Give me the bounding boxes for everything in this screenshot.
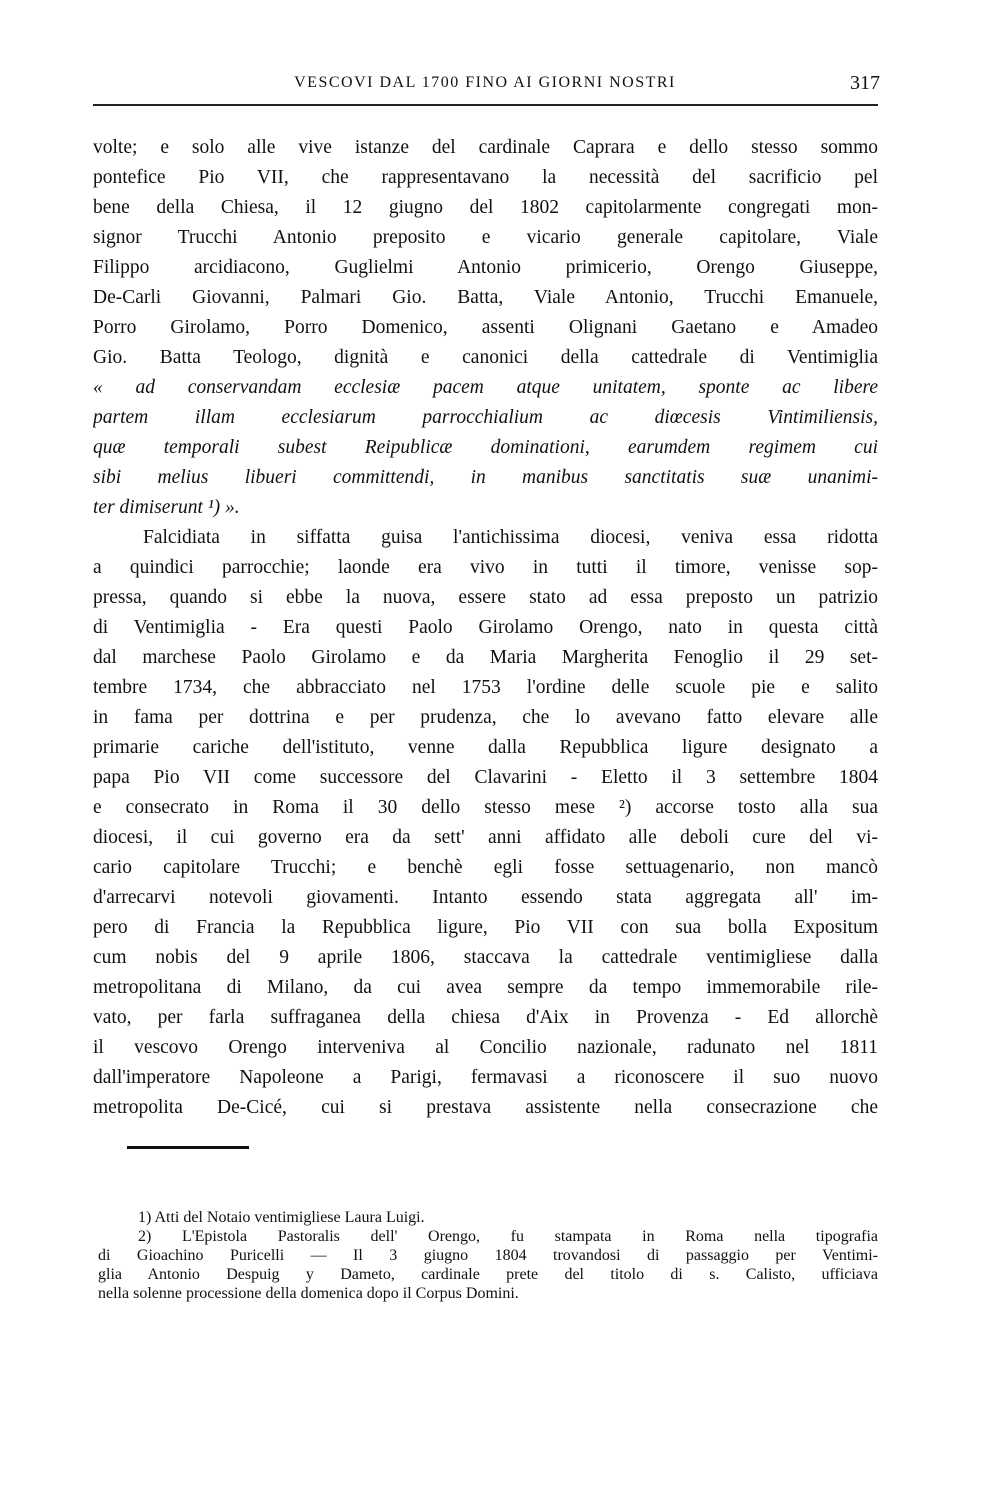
latin-quote-line: « ad conservandam ecclesiæ pacem atque unitatem, sponte ac libere	[93, 377, 878, 398]
text-line: tembre 1734, che abbracciato nel 1753 l'ordine delle scuole pie e salito	[93, 677, 878, 698]
footnote-separator	[127, 1146, 249, 1149]
main-text	[93, 133, 878, 1123]
text-line: di Ventimiglia - Era questi Paolo Girolamo Orengo, nato in questa città	[93, 617, 878, 638]
footnote-1: 1) Atti del Notaio ventimigliese Laura Luigi.	[138, 1209, 425, 1226]
text-line: pontefice Pio VII, che rappresentavano la necessità del sacrificio pel	[93, 167, 878, 188]
footnote-2-line: nella solenne processione della domenica dopo il Corpus Domini.	[98, 1285, 519, 1302]
latin-quote-line: sibi melius libueri committendi, in manibus sanctitatis suæ unanimi-	[93, 467, 878, 488]
text-line: vato, per farla suffraganea della chiesa d'Aix in Provenza - Ed allorchè	[93, 1007, 878, 1028]
text-line: d'arrecarvi notevoli giovamenti. Intanto essendo stata aggregata all' im-	[93, 887, 878, 908]
text-line: primarie cariche dell'istituto, venne dalla Repubblica ligure designato a	[93, 737, 878, 758]
text-line: De-Carli Giovanni, Palmari Gio. Batta, Viale Antonio, Trucchi Emanuele,	[93, 287, 878, 308]
text-line: cum nobis del 9 aprile 1806, staccava la cattedrale ventimigliese dalla	[93, 947, 878, 968]
text-line: dall'imperatore Napoleone a Parigi, fermavasi a riconoscere il suo nuovo	[93, 1067, 878, 1088]
header-rule	[93, 104, 878, 106]
latin-quote-line: partem illam ecclesiarum parrocchialium ac diœcesis Vintimiliensis,	[93, 407, 878, 428]
text-line: Porro Girolamo, Porro Domenico, assenti Olignani Gaetano e Amadeo	[93, 317, 878, 338]
text-line: volte; e solo alle vive istanze del cardinale Caprara e dello stesso sommo	[93, 137, 878, 158]
running-header	[90, 70, 880, 100]
paragraph-start-line: Falcidiata in siffatta guisa l'antichissima diocesi, veniva essa ridotta	[143, 527, 878, 548]
running-title: VESCOVI DAL 1700 FINO AI GIORNI NOSTRI	[294, 74, 676, 91]
text-line: e consecrato in Roma il 30 dello stesso mese ²) accorse tosto alla sua	[93, 797, 878, 818]
text-line: in fama per dottrina e per prudenza, che lo avevano fatto elevare alle	[93, 707, 878, 728]
text-line: signor Trucchi Antonio preposito e vicario generale capitolare, Viale	[93, 227, 878, 248]
text-line: Filippo arcidiacono, Guglielmi Antonio primicerio, Orengo Giuseppe,	[93, 257, 878, 278]
text-line: bene della Chiesa, il 12 giugno del 1802 capitolarmente congregati mon-	[93, 197, 878, 218]
latin-quote-line: quæ temporali subest Reipublicæ dominationi, earumdem regimem cui	[93, 437, 878, 458]
text-line: a quindici parrocchie; laonde era vivo in tutti il timore, venisse sop-	[93, 557, 878, 578]
latin-quote-line: ter dimiserunt ¹) ».	[93, 497, 240, 518]
footnotes	[98, 1208, 878, 1303]
text-line: dal marchese Paolo Girolamo e da Maria Margherita Fenoglio il 29 set-	[93, 647, 878, 668]
footnote-2-line: glia Antonio Despuig y Dameto, cardinale prete del titolo di s. Calisto, ufficiava	[98, 1266, 878, 1283]
text-line: Gio. Batta Teologo, dignità e canonici della cattedrale di Ventimiglia	[93, 347, 878, 368]
text-line: metropolita De-Cicé, cui si prestava assistente nella consecrazione che	[93, 1097, 878, 1118]
footnote-2-line: di Gioachino Puricelli — Il 3 giugno 1804 trovandosi di passaggio per Ventimi-	[98, 1247, 878, 1264]
text-line: papa Pio VII come successore del Clavarini - Eletto il 3 settembre 1804	[93, 767, 878, 788]
text-line: il vescovo Orengo interveniva al Concilio nazionale, radunato nel 1811	[93, 1037, 878, 1058]
text-line: pero di Francia la Repubblica ligure, Pio VII con sua bolla Expositum	[93, 917, 878, 938]
text-line: diocesi, il cui governo era da sett' anni affidato alle deboli cure del vi-	[93, 827, 878, 848]
text-line: pressa, quando si ebbe la nuova, essere stato ad essa preposto un patrizio	[93, 587, 878, 608]
text-line: cario capitolare Trucchi; e benchè egli fosse settuagenario, non mancò	[93, 857, 878, 878]
page-number: 317	[850, 72, 880, 94]
text-line: metropolitana di Milano, da cui avea sempre da tempo immemorabile rile-	[93, 977, 878, 998]
footnote-2-line: 2) L'Epistola Pastoralis dell' Orengo, fu stampata in Roma nella tipografia	[138, 1228, 878, 1245]
